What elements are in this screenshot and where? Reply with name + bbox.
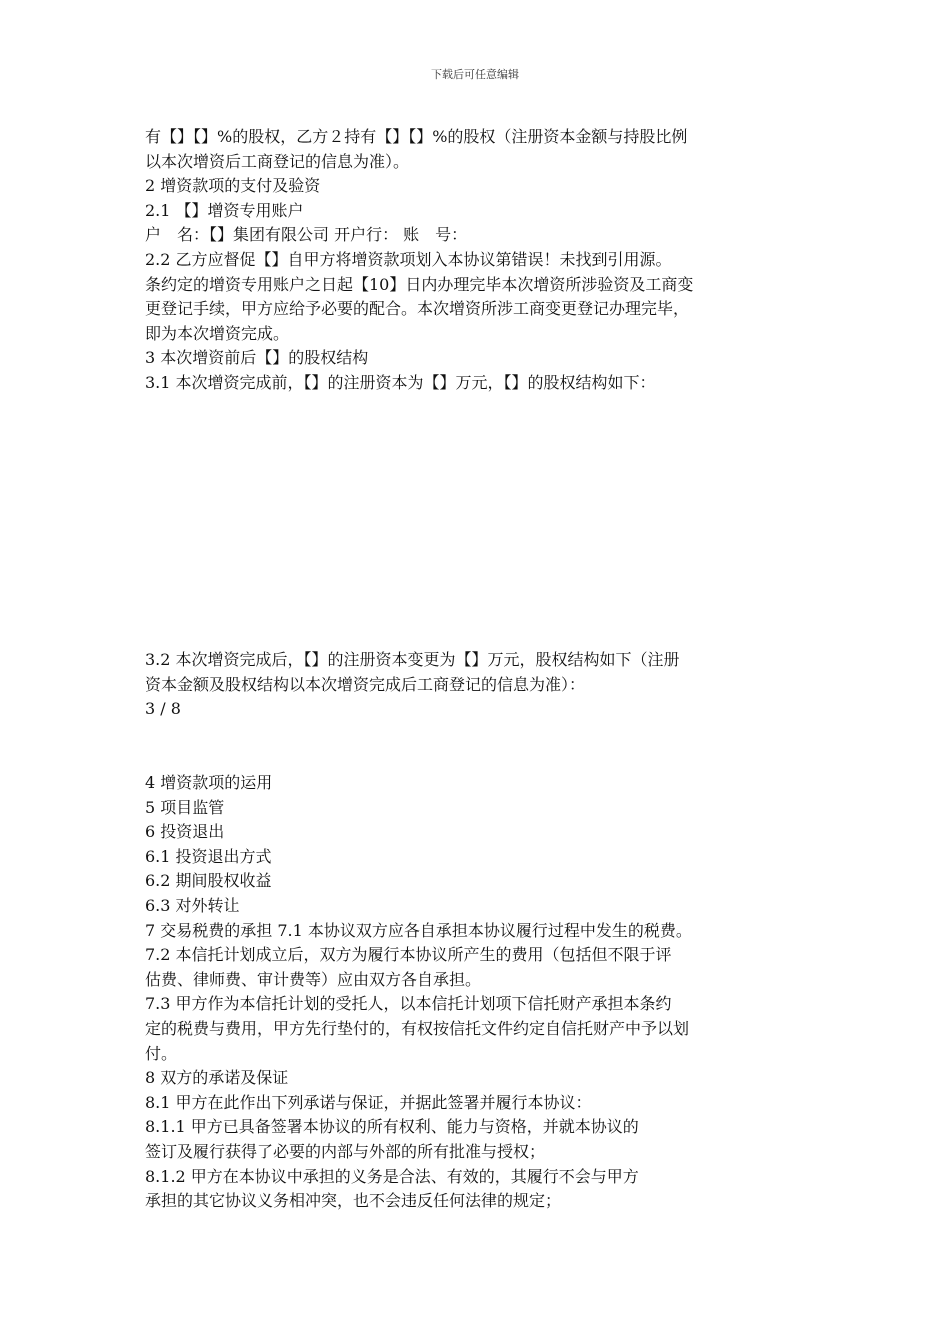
text-line: 更登记手续，甲方应给予必要的配合。本次增资所涉工商变更登记办理完毕， bbox=[145, 299, 690, 319]
heading-3: 3 本次增资前后【】的股权结构 bbox=[145, 348, 369, 368]
heading-6-2: 6.2 期间股权收益 bbox=[145, 871, 272, 891]
text-line: 8.1.2 甲方在本协议中承担的义务是合法、有效的，其履行不会与甲方 bbox=[145, 1166, 639, 1186]
heading-2-1: 2.1 【】增资专用账户 bbox=[145, 200, 304, 220]
section-equity-after bbox=[145, 648, 825, 722]
text-line: 7 交易税费的承担 7.1 本协议双方应各自承担本协议履行过程中发生的税费。 bbox=[145, 920, 692, 940]
text-line: 条约定的增资专用账户之日起【10】日内办理完毕本次增资所涉验资及工商变 bbox=[145, 274, 694, 294]
text-line: 即为本次增资完成。 bbox=[145, 323, 290, 343]
text-line: 承担的其它协议义务相冲突，也不会违反任何法律的规定； bbox=[145, 1191, 562, 1211]
text-line: 7.3 甲方作为本信托计划的受托人，以本信托计划项下信托财产承担本条约 bbox=[145, 994, 672, 1014]
heading-2: 2 增资款项的支付及验资 bbox=[145, 176, 321, 196]
account-info: 户 名：【】集团有限公司 开户行： 账 号： bbox=[145, 225, 468, 245]
heading-6: 6 投资退出 bbox=[145, 822, 225, 842]
heading-5: 5 项目监管 bbox=[145, 797, 225, 817]
heading-6-3: 6.3 对外转让 bbox=[145, 895, 240, 915]
heading-6-1: 6.1 投资退出方式 bbox=[145, 846, 272, 866]
heading-8: 8 双方的承诺及保证 bbox=[145, 1068, 289, 1088]
text-line: 3.2 本次增资完成后，【】的注册资本变更为【】万元，股权结构如下（注册 bbox=[145, 650, 680, 669]
text-line: 付。 bbox=[145, 1043, 178, 1063]
text-line: 有【】【】%的股权，乙方２持有【】【】%的股权（注册资本金额与持股比例 bbox=[145, 127, 688, 146]
text-line: 签订及履行获得了必要的内部与外部的所有批准与授权； bbox=[145, 1141, 546, 1161]
text-line: 2.2 乙方应督促【】自甲方将增资款项划入本协议第错误！未找到引用源。 bbox=[145, 249, 672, 269]
text-line: 7.2 本信托计划成立后，双方为履行本协议所产生的费用（包括但不限于评 bbox=[145, 945, 672, 965]
heading-4: 4 增资款项的运用 bbox=[145, 773, 273, 792]
page-header: 下载后可任意编辑 bbox=[431, 68, 519, 81]
text-line: 资本金额及股权结构以本次增资完成后工商登记的信息为准）： bbox=[145, 674, 586, 694]
section-clauses bbox=[145, 771, 825, 1214]
text-line: 定的税费与费用，甲方先行垫付的，有权按信托文件约定自信托财产中予以划 bbox=[145, 1018, 690, 1038]
text-line: 8.1.1 甲方已具备签署本协议的所有权利、能力与资格，并就本协议的 bbox=[145, 1117, 639, 1137]
text-line: 估费、律师费、审计费等）应由双方各自承担。 bbox=[145, 969, 482, 989]
section-equity-before bbox=[145, 125, 825, 396]
text-line: 8.1 甲方在此作出下列承诺与保证，并据此签署并履行本协议： bbox=[145, 1092, 592, 1112]
page-number: 3 / 8 bbox=[145, 699, 181, 719]
text-line: 3.1 本次增资完成前，【】的注册资本为【】万元，【】的股权结构如下： bbox=[145, 372, 656, 392]
text-line: 以本次增资后工商登记的信息为准）。 bbox=[145, 151, 410, 171]
